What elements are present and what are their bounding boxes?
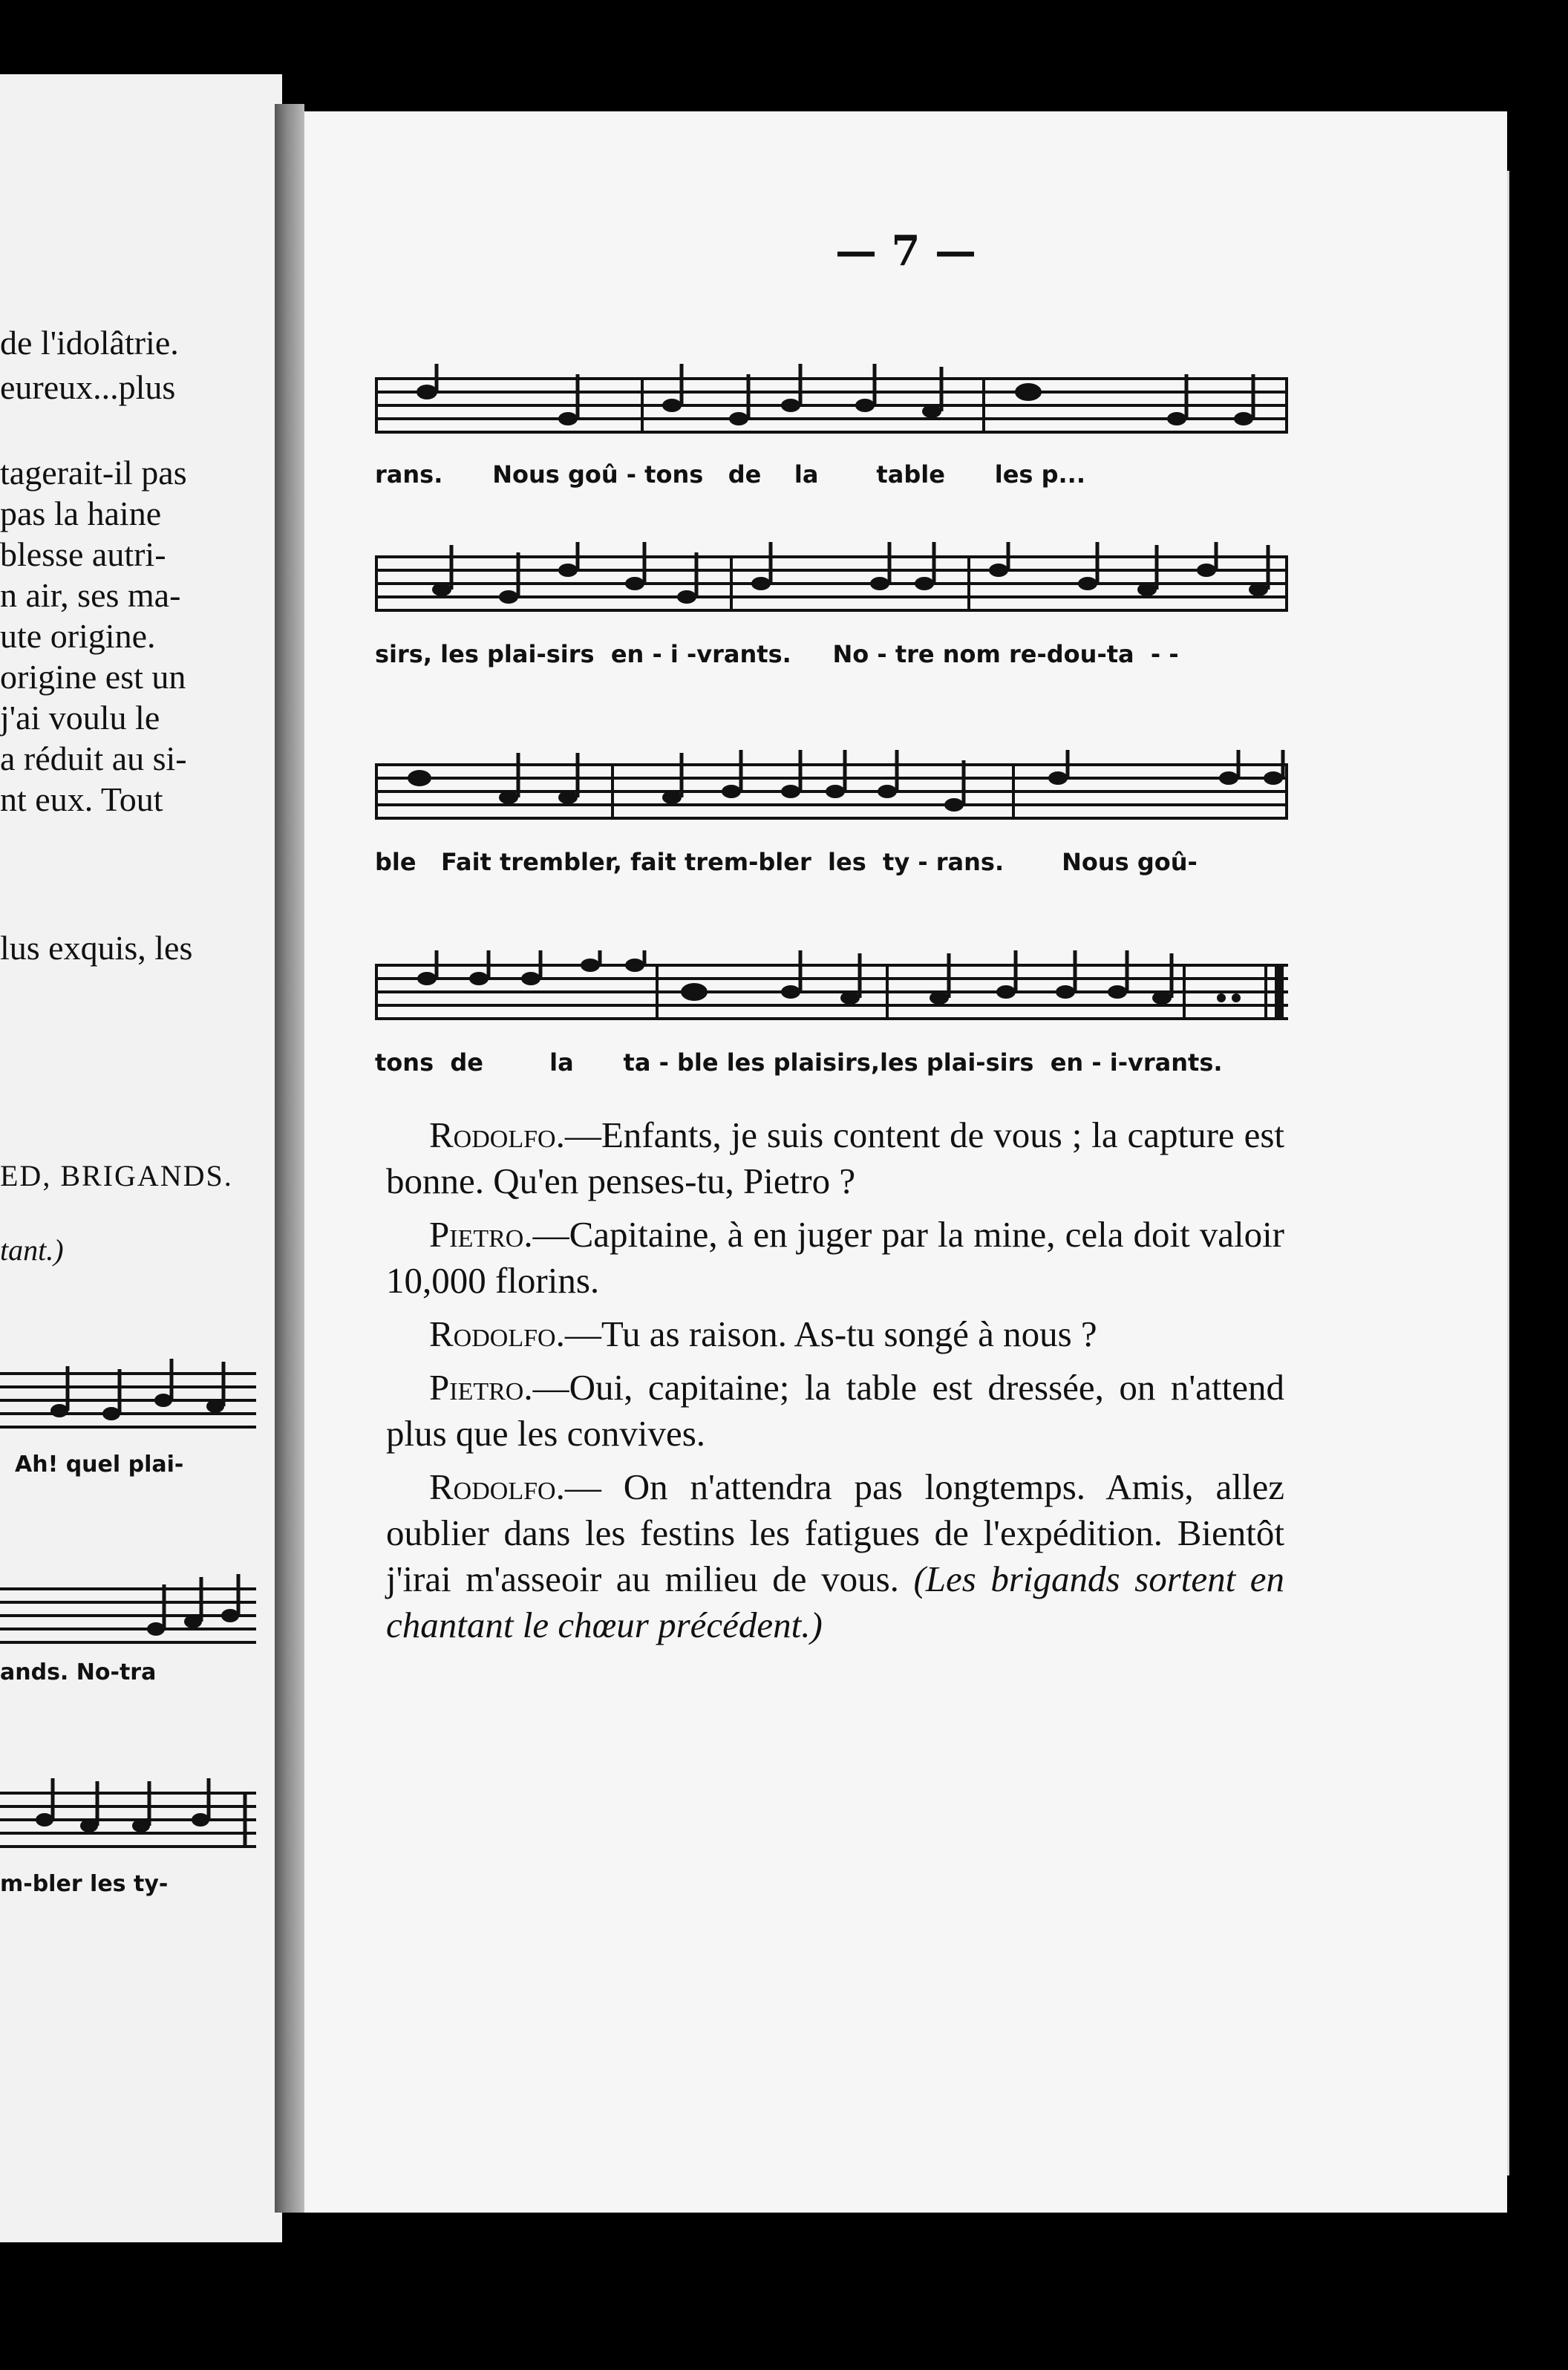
dialogue-text: —Oui, capitaine; la table est dressée, on n'attend plus que les convives. (386, 1367, 1284, 1454)
right-page (304, 111, 1507, 2213)
left-music-staff (0, 1778, 256, 1860)
left-music-staff (0, 1359, 256, 1440)
book-spine (275, 104, 304, 2213)
speaker-name: Rodolfo. (429, 1466, 565, 1507)
stage-direction: (Les brigands sortent en chantant le chœur précédent.) (386, 1558, 1285, 1645)
left-text-line: blesse autri- (0, 535, 166, 573)
dialogue-paragraph (386, 1112, 1284, 1204)
left-text-line: lus exquis, les (0, 929, 193, 967)
dialogue-block (386, 1112, 1284, 1656)
left-text-line: origine est un (0, 658, 186, 696)
music-staff-2 (375, 542, 1288, 624)
left-lyrics: m-bler les ty- (0, 1871, 169, 1897)
left-music-staff (0, 1574, 256, 1656)
dialogue-paragraph (386, 1464, 1284, 1648)
left-text-line: eureux...plus (0, 368, 176, 406)
left-page (0, 74, 282, 2242)
left-text-line: tagerait-il pas (0, 454, 187, 492)
music-staff-4 (375, 950, 1288, 1032)
left-text-line: pas la haine (0, 494, 162, 532)
speaker-name: Rodolfo. (429, 1313, 565, 1354)
left-text-line: nt eux. Tout (0, 780, 163, 818)
left-text-line: ED, BRIGANDS. (0, 1159, 233, 1192)
left-text-line: ute origine. (0, 617, 156, 655)
left-text-line: a réduit au si- (0, 740, 187, 777)
dialogue-paragraph (386, 1212, 1284, 1304)
page-number: — 7 — (835, 226, 976, 275)
speaker-name: Pietro. (429, 1214, 533, 1255)
speaker-name: Rodolfo. (429, 1114, 565, 1155)
left-text-line: tant.) (0, 1233, 64, 1267)
dialogue-text: —Enfants, je suis content de vous ; la capture est bonne. Qu'en penses-tu, Pietro ? (386, 1114, 1284, 1201)
music-staff-1 (375, 364, 1288, 445)
left-lyrics: ands. No-tra (0, 1659, 157, 1685)
lyrics-line-3: ble Fait trembler, fait trem-bler les ty - rans. Nous goû- (375, 848, 1198, 876)
lyrics-line-1: rans. Nous goû - tons de la table les p... (375, 460, 1085, 489)
left-text-line: n air, ses ma- (0, 576, 181, 614)
dialogue-text: —Capitaine, à en juger par la mine, cela doit valoir 10,000 florins. (386, 1214, 1284, 1301)
speaker-name: Pietro. (429, 1367, 533, 1408)
music-staff-3 (375, 750, 1288, 832)
dialogue-paragraph (386, 1311, 1284, 1357)
dialogue-text: —Tu as raison. As-tu songé à nous ? (564, 1313, 1097, 1354)
dialogue-text: — On n'attendra pas longtemps. Amis, allez oublier dans les festins les fatigues de l'expédition. Bientôt j'irai m'asseoir au milieu de vous. (386, 1466, 1284, 1599)
lyrics-line-2: sirs, les plai-sirs en - i -vrants. No - tre nom re-dou-ta - - (375, 640, 1179, 668)
dialogue-paragraph (386, 1365, 1284, 1457)
left-text-line: j'ai voulu le (0, 699, 160, 737)
left-text-line: de l'idolâtrie. (0, 324, 179, 362)
left-lyrics: Ah! quel plai- (15, 1452, 184, 1478)
lyrics-line-4: tons de la ta - ble les plaisirs,les plai-sirs en - i-vrants. (375, 1048, 1223, 1077)
